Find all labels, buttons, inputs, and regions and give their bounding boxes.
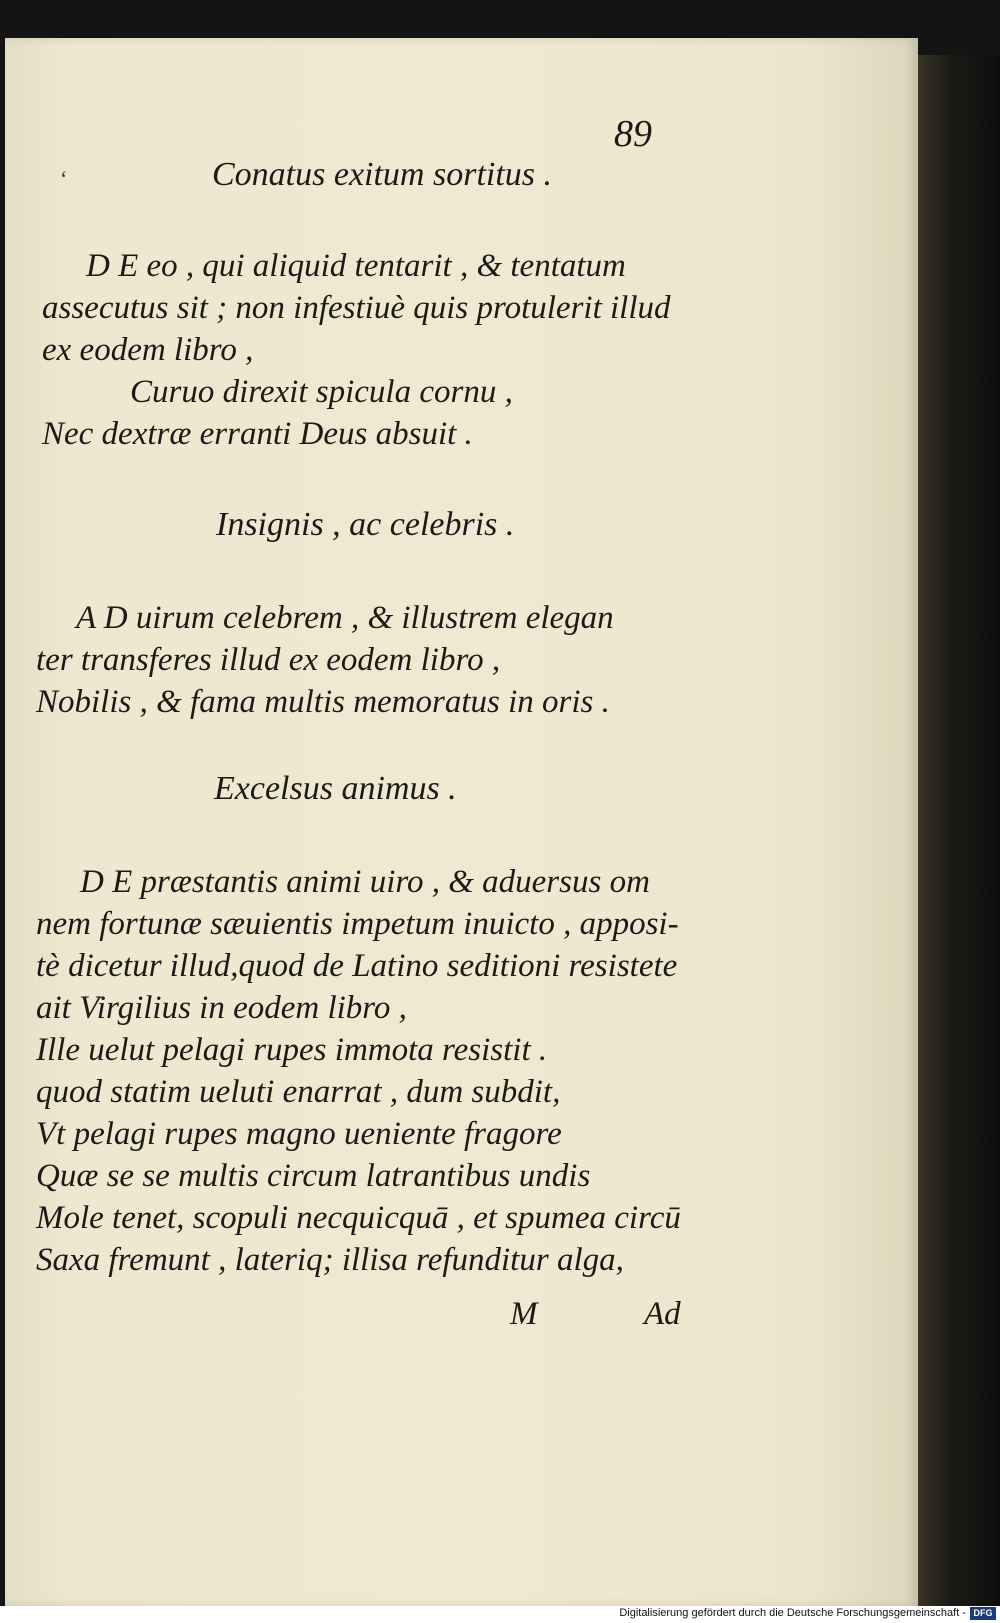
catchword: Ad bbox=[644, 1296, 681, 1332]
verse-line: Vt pelagi rupes magno ueniente fragore bbox=[36, 1116, 562, 1152]
text-line: ex eodem libro , bbox=[42, 332, 254, 368]
stray-mark: ‘ bbox=[60, 166, 68, 191]
text-line: assecutus sit ; non infestiuè quis protulerit illud bbox=[42, 290, 671, 326]
section-heading-2: Insignis , ac celebris . bbox=[216, 506, 515, 543]
footer-credit: Digitalisierung gefördert durch die Deutsche Forschungsgemeinschaft - bbox=[619, 1607, 966, 1619]
text-line: D E præstantis animi uiro , & aduersus om bbox=[80, 864, 650, 900]
text-line: ter transferes illud ex eodem libro , bbox=[36, 642, 501, 678]
text-line: ait Virgilius in eodem libro , bbox=[36, 990, 407, 1026]
section-heading-3: Excelsus animus . bbox=[214, 770, 457, 807]
text-line: tè dicetur illud,quod de Latino seditioni resistete bbox=[36, 948, 678, 984]
page-number: 89 bbox=[614, 113, 652, 155]
text-line: D E eo , qui aliquid tentarit , & tentatum bbox=[86, 248, 626, 284]
verse-line: Saxa fremunt , lateriq; illisa refunditur alga, bbox=[36, 1242, 624, 1278]
dfg-logo: DFG bbox=[970, 1607, 996, 1620]
page-edge bbox=[918, 55, 1000, 1608]
signature-mark: M bbox=[510, 1296, 538, 1332]
section-heading-1: Conatus exitum sortitus . bbox=[212, 156, 553, 193]
verse-line: Quæ se se multis circum latrantibus undis bbox=[36, 1158, 591, 1194]
verse-line: Nec dextræ erranti Deus absuit . bbox=[42, 416, 473, 452]
text-line: nem fortunæ sæuientis impetum inuicto , apposi- bbox=[36, 906, 679, 942]
verse-line: Ille uelut pelagi rupes immota resistit . bbox=[36, 1032, 548, 1068]
text-line: A D uirum celebrem , & illustrem elegan bbox=[76, 600, 614, 636]
verse-line: Nobilis , & fama multis memoratus in oris . bbox=[36, 684, 610, 720]
text-line: quod statim ueluti enarrat , dum subdit, bbox=[36, 1074, 561, 1110]
verse-line: Curuo direxit spicula cornu , bbox=[130, 374, 513, 410]
verse-line: Mole tenet, scopuli necquicquā , et spumea circū bbox=[36, 1200, 681, 1236]
